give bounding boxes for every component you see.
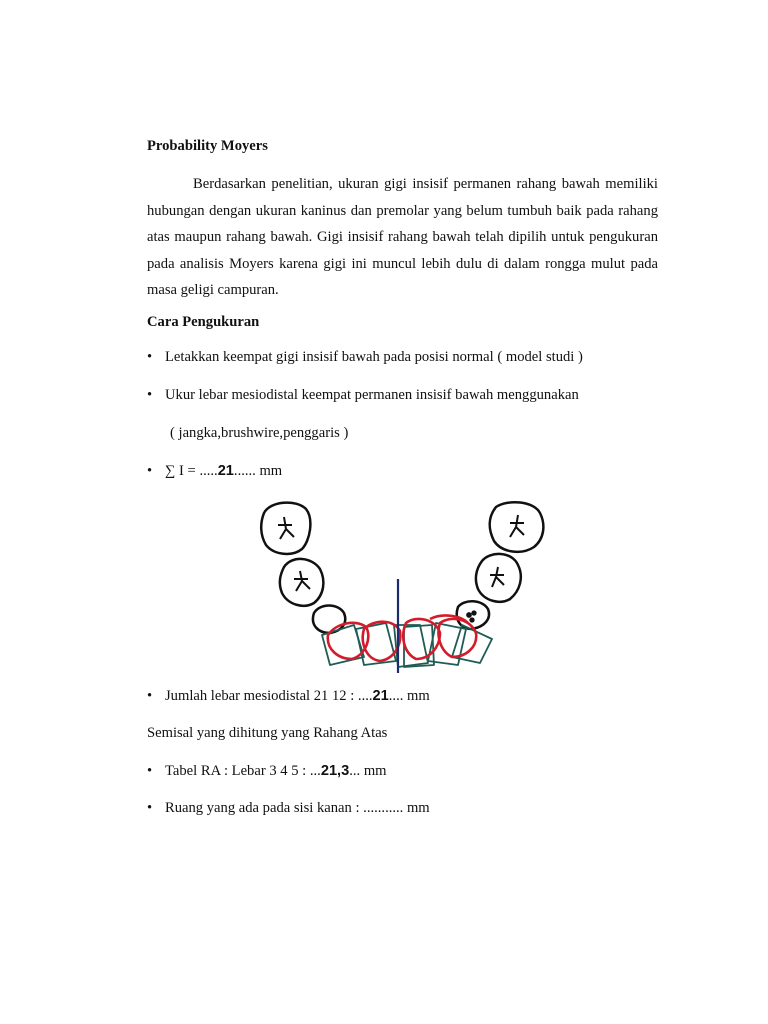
ruang-text: Ruang yang ada pada sisi kanan : ........... mm xyxy=(165,800,430,816)
bullet-item-2 xyxy=(147,387,579,404)
bullet-marker: • xyxy=(147,349,153,365)
sum-suffix: ...... mm xyxy=(233,463,283,479)
tools-line: ( jangka,brushwire,penggaris ) xyxy=(170,425,349,441)
semisal-line: Semisal yang dihitung yang Rahang Atas xyxy=(147,725,388,741)
tabel-line xyxy=(147,763,387,780)
intro-paragraph: Berdasarkan penelitian, ukuran gigi insisif permanen rahang bawah memiliki hubungan dengan ukuran kaninus dan premolar yang belum tumbuh baik pada rahang atas maupun rahang bawah. Gigi insisif rahang bawah telah dipilih untuk pengukuran pada analisis Moyers karena gigi ini muncul lebih dulu di dalam rongga mulut pada masa geligi campuran. xyxy=(147,176,658,298)
tabel-prefix: Tabel RA : Lebar 3 4 5 : ... xyxy=(165,763,321,779)
section-heading: Cara Pengukuran xyxy=(147,314,260,330)
jumlah-value: 21 xyxy=(372,688,389,704)
tabel-suffix: ... mm xyxy=(349,763,387,779)
tabel-value: 21,3 xyxy=(320,763,350,779)
right-premolar xyxy=(476,554,521,602)
bullet-text: Letakkan keempat gigi insisif bawah pada posisi normal ( model studi ) xyxy=(165,349,583,365)
bullet-item-1 xyxy=(147,349,583,366)
ruang-line xyxy=(147,800,430,817)
sum-line xyxy=(147,463,282,480)
sum-value: 21 xyxy=(217,463,234,479)
bullet-marker: • xyxy=(147,463,153,479)
sum-prefix: ∑ I = ..... xyxy=(165,463,218,479)
jumlah-prefix: Jumlah lebar mesiodistal 21 12 : .... xyxy=(165,688,373,704)
jumlah-line xyxy=(147,688,430,705)
bullet-text: Ukur lebar mesiodistal keempat permanen insisif bawah menggunakan xyxy=(165,387,579,403)
bullet-marker: • xyxy=(147,387,153,403)
jumlah-suffix: .... mm xyxy=(388,688,430,704)
dental-arch-diagram-icon xyxy=(256,495,546,680)
bullet-marker: • xyxy=(147,688,153,704)
document-title: Probability Moyers xyxy=(147,138,268,154)
bullet-marker: • xyxy=(147,800,153,816)
bullet-marker: • xyxy=(147,763,153,779)
